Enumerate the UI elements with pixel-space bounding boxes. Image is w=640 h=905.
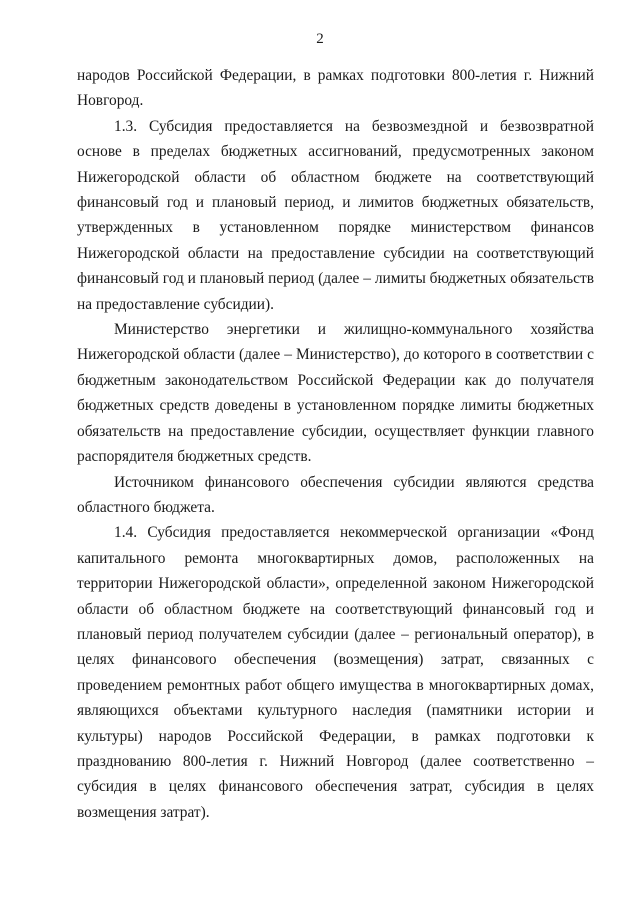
document-body <box>77 63 594 825</box>
paragraph-1-4: 1.4. Субсидия предоставляется некоммерческой организации «Фонд капитального ремонта многоквартирных домов, расположенных на территории Нижегородской области», определенной законом Нижегородской области об областном бюджете на соответствующий финансовый год и плановый период получателем субсидии (далее – региональный оператор), в целях финансового обеспечения (возмещения) затрат, связанных с проведением ремонтных работ общего имущества в многоквартирных домах, являющихся объектами культурного наследия (памятники истории и культуры) народов Российской Федерации, в рамках подготовки к празднованию 800-летия г. Нижний Новгород (далее соответственно – субсидия в целях финансового обеспечения затрат, субсидия в целях возмещения затрат). <box>77 524 594 821</box>
paragraph-funding-source: Источником финансового обеспечения субсидии являются средства областного бюджета. <box>77 473 594 516</box>
paragraph-ministry: Министерство энергетики и жилищно-коммунального хозяйства Нижегородской области (далее – Министерство), до которого в соответствии с бюджетным законодательством Российской Федерации как до получателя бюджетных средств доведены в установленном порядке лимиты бюджетных обязательств на предоставление субсидии, осуществляет функции главного распорядителя бюджетных средств. <box>77 321 594 466</box>
paragraph-1-3: 1.3. Субсидия предоставляется на безвозмездной и безвозвратной основе в пределах бюджетных ассигнований, предусмотренных законом Нижегородской области об областном бюджете на соответствующий финансовый год и плановый период, и лимитов бюджетных обязательств, утвержденных в установленном порядке министерством финансов Нижегородской области на предоставление субсидии на соответствующий финансовый год и плановый период (далее – лимиты бюджетных обязательств на предоставление субсидии). <box>77 117 594 313</box>
paragraph-continuation: народов Российской Федерации, в рамках подготовки 800-летия г. Нижний Новгород. <box>77 67 594 110</box>
page-number: 2 <box>316 31 324 47</box>
